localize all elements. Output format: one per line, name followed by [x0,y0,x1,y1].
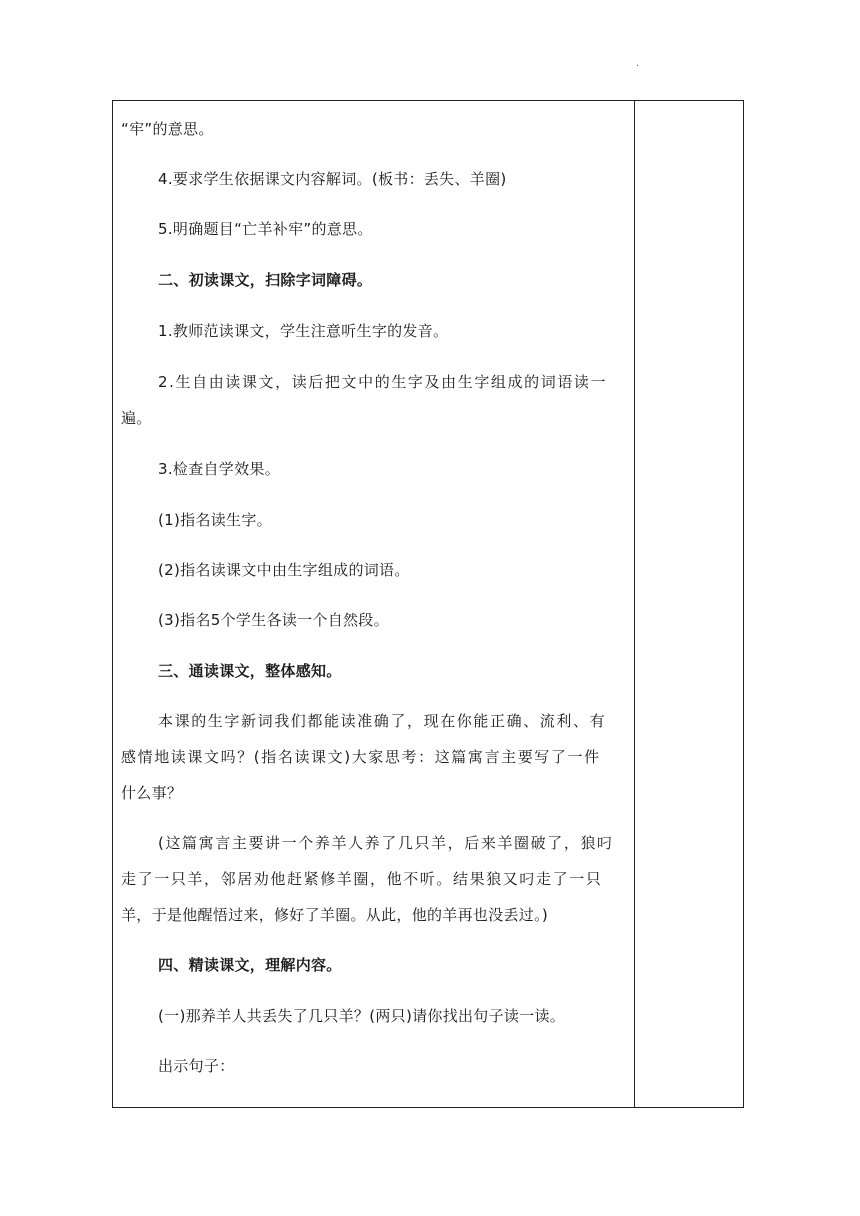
section-heading: 三、通读课文，整体感知。 [158,662,342,680]
section-heading: 二、初读课文，扫除字词障碍。 [158,271,373,289]
text-line: 2.生自由读课文，读后把文中的生字及由生字组成的词语读一 [158,373,608,391]
page-mark: . [636,58,640,69]
text-line: (2)指名读课文中由生字组成的词语。 [158,561,410,579]
text-line: (一)那养羊人共丢失了几只羊？(两只)请你找出句子读一读。 [158,1007,566,1025]
text-line: (3)指名5个学生各读一个自然段。 [158,611,389,629]
text-line: 4.要求学生依据课文内容解词。(板书：丢失、羊圈) [158,170,507,188]
text-line: 什么事？ [121,784,183,802]
text-line: 遍。 [121,409,152,427]
text-line: (1)指名读生字。 [158,511,272,529]
text-line: 羊，于是他醒悟过来，修好了羊圈。从此，他的羊再也没丢过。) [121,906,549,924]
text-line: 3.检查自学效果。 [158,460,281,478]
text-line: 感情地读课文吗？(指名读课文)大家思考：这篇寓言主要写了一件 [121,748,601,766]
text-line: 1.教师范读课文，学生注意听生字的发音。 [158,322,449,340]
lesson-table [112,100,744,1108]
text-line: 本课的生字新词我们都能读准确了，现在你能正确、流利、有 [158,712,607,730]
section-heading: 四、精读课文，理解内容。 [158,956,342,974]
text-line: “牢”的意思。 [121,120,214,138]
text-line: 走了一只羊，邻居劝他赶紧修羊圈，他不听。结果狼又叼走了一只 [121,870,603,888]
text-line: (这篇寓言主要讲一个养羊人养了几只羊，后来羊圈破了，狼叼 [158,834,614,852]
text-line: 5.明确题目“亡羊补牢”的意思。 [158,220,373,238]
text-line: 出示句子： [158,1057,235,1075]
